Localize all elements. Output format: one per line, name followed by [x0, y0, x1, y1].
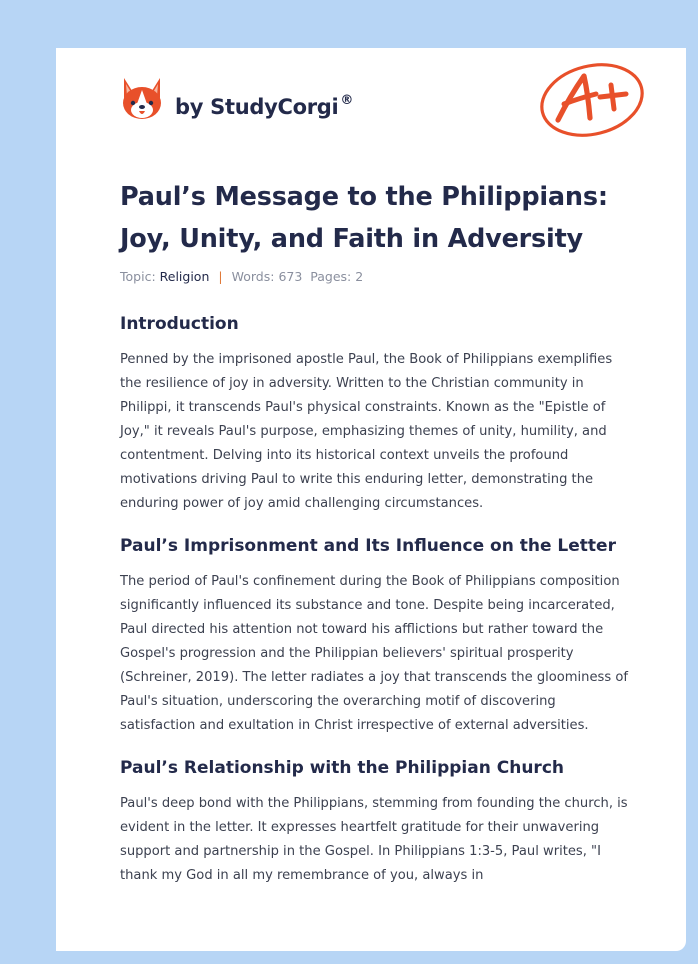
document-body [120, 312, 630, 906]
topic-label: Topic: [120, 269, 156, 284]
words-label: Words: [231, 269, 275, 284]
section-relationship [120, 756, 630, 888]
registered-mark: ® [340, 93, 354, 108]
a-plus-grade-icon [536, 58, 650, 140]
section-paragraph: The period of Paul's confinement during the Book of Philippians composition significantly influenced its substance and tone. Despite being incarcerated, Paul directed his attention not toward his afflictions but rather toward the Gospel's progression and the Philippian believers' spiritual prosperity (Schreiner, 2019). The letter radiates a joy that transcends the gloominess of Paul's situation, underscoring the overarching motif of discovering satisfaction and exultation in Christ irrespective of external adversities. [120, 574, 628, 733]
section-introduction [120, 312, 630, 516]
section-paragraph: Penned by the imprisoned apostle Paul, the Book of Philippians exemplifies the resilience of joy in adversity. Written to the Christian community in Philippi, it transcends Paul's physical constraints. Known as the "Epistle of Joy," it reveals Paul's purpose, emphasizing themes of unity, humility, and contentment. Delving into its historical context unveils the profound motivations driving Paul to write this enduring letter, demonstrating the enduring power of joy amid challenging circumstances. [120, 352, 613, 511]
section-heading: Paul’s Relationship with the Philippian Church [120, 758, 564, 778]
document-page [56, 48, 686, 951]
pages-label: Pages: [310, 269, 352, 284]
meta-separator: | [218, 269, 223, 284]
topic-link[interactable]: Religion [159, 269, 210, 284]
brand-name: by StudyCorgi ® [175, 93, 354, 119]
corgi-logo-icon [120, 76, 164, 122]
words-count: 673 [278, 269, 303, 284]
document-title: Paul’s Message to the Philippians: Joy, Unity, and Faith in Adversity [120, 182, 608, 254]
document-meta [120, 269, 363, 284]
section-heading: Paul’s Imprisonment and Its Influence on the Letter [120, 536, 616, 556]
pages-count: 2 [355, 269, 364, 284]
section-paragraph: Paul's deep bond with the Philippians, stemming from founding the church, is evident in the letter. It expresses heartfelt gratitude for their unwavering support and partnership in the Gospel. In Philippians 1:3-5, Paul writes, "I thank my God in all my remembrance of you, always in [120, 796, 628, 883]
section-heading: Introduction [120, 314, 239, 334]
section-imprisonment [120, 534, 630, 738]
